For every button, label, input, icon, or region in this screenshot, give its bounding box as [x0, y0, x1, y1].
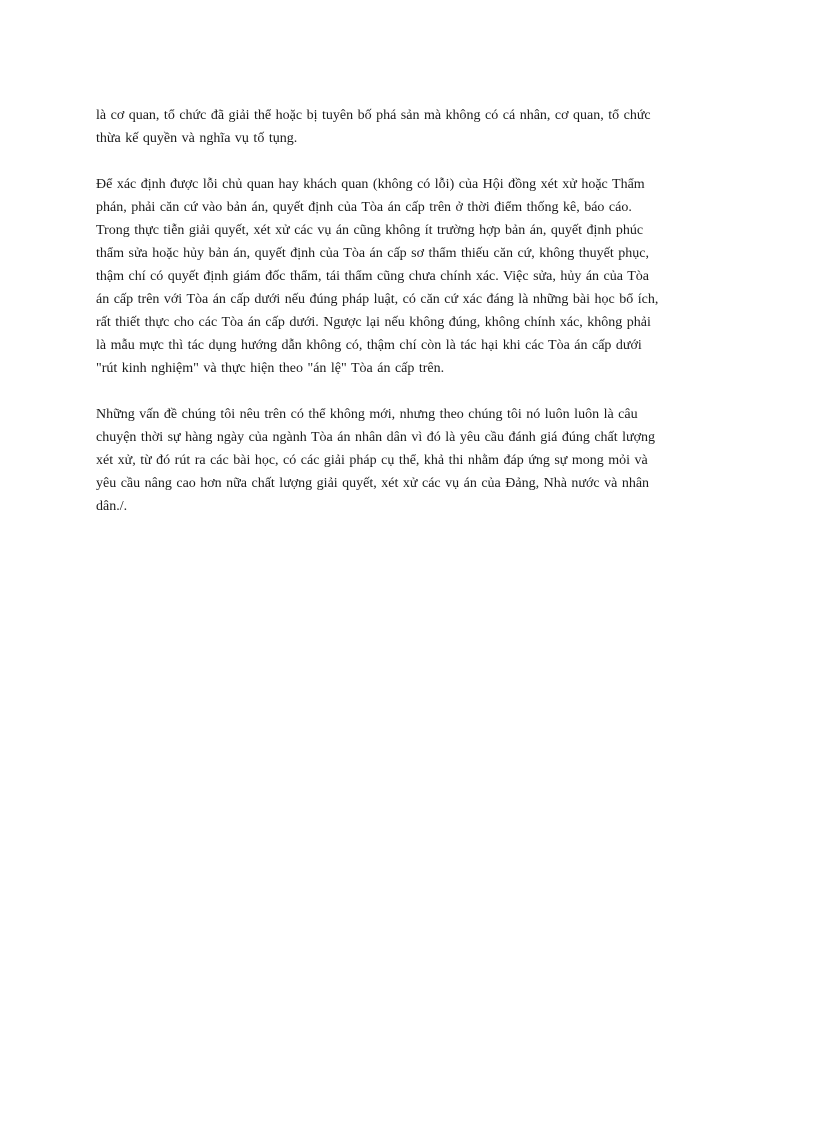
text-line: "rút kinh nghiệm" và thực hiện theo "án lệ" Tòa án cấp trên. — [96, 361, 445, 376]
text-line: Để xác định được lỗi chủ quan hay khách quan (không có lỗi) của Hội đồng xét xử hoặc Thẩm — [96, 177, 645, 192]
document-body — [96, 104, 716, 541]
paragraph-2 — [96, 173, 716, 380]
text-line: rất thiết thực cho các Tòa án cấp dưới. Ngược lại nếu không đúng, không chính xác, không phải — [96, 315, 651, 330]
text-line: Những vấn đề chúng tôi nêu trên có thể không mới, nhưng theo chúng tôi nó luôn luôn là câu — [96, 407, 638, 422]
paragraph-1 — [96, 104, 716, 150]
text-line: chuyện thời sự hàng ngày của ngành Tòa án nhân dân vì đó là yêu cầu đánh giá đúng chất lượng — [96, 430, 656, 445]
text-line: là mẫu mực thì tác dụng hướng dẫn không có, thậm chí còn là tác hại khi các Tòa án cấp dưới — [96, 338, 642, 353]
text-line: dân./. — [96, 499, 128, 514]
paragraph-3 — [96, 403, 716, 518]
text-line: là cơ quan, tổ chức đã giải thể hoặc bị tuyên bố phá sản mà không có cá nhân, cơ quan, tổ chức — [96, 108, 651, 123]
text-line: thẩm sửa hoặc hủy bản án, quyết định của Tòa án cấp sơ thẩm thiếu căn cứ, không thuyết phục, — [96, 246, 649, 261]
text-line: xét xử, từ đó rút ra các bài học, có các giải pháp cụ thể, khả thi nhằm đáp ứng sự mong mỏi và — [96, 453, 648, 468]
text-line: Trong thực tiễn giải quyết, xét xử các vụ án cũng không ít trường hợp bản án, quyết định phúc — [96, 223, 644, 238]
text-line: thừa kế quyền và nghĩa vụ tố tụng. — [96, 131, 298, 146]
text-line: phán, phải căn cứ vào bản án, quyết định của Tòa án cấp trên ở thời điểm thống kê, báo cáo. — [96, 200, 632, 215]
text-line: thậm chí có quyết định giám đốc thẩm, tái thẩm cũng chưa chính xác. Việc sửa, hủy án của Tòa — [96, 269, 649, 284]
text-line: yêu cầu nâng cao hơn nữa chất lượng giải quyết, xét xử các vụ án của Đảng, Nhà nước và nhân — [96, 476, 650, 491]
text-line: án cấp trên với Tòa án cấp dưới nếu đúng pháp luật, có căn cứ xác đáng là những bài học bổ ích, — [96, 292, 659, 307]
